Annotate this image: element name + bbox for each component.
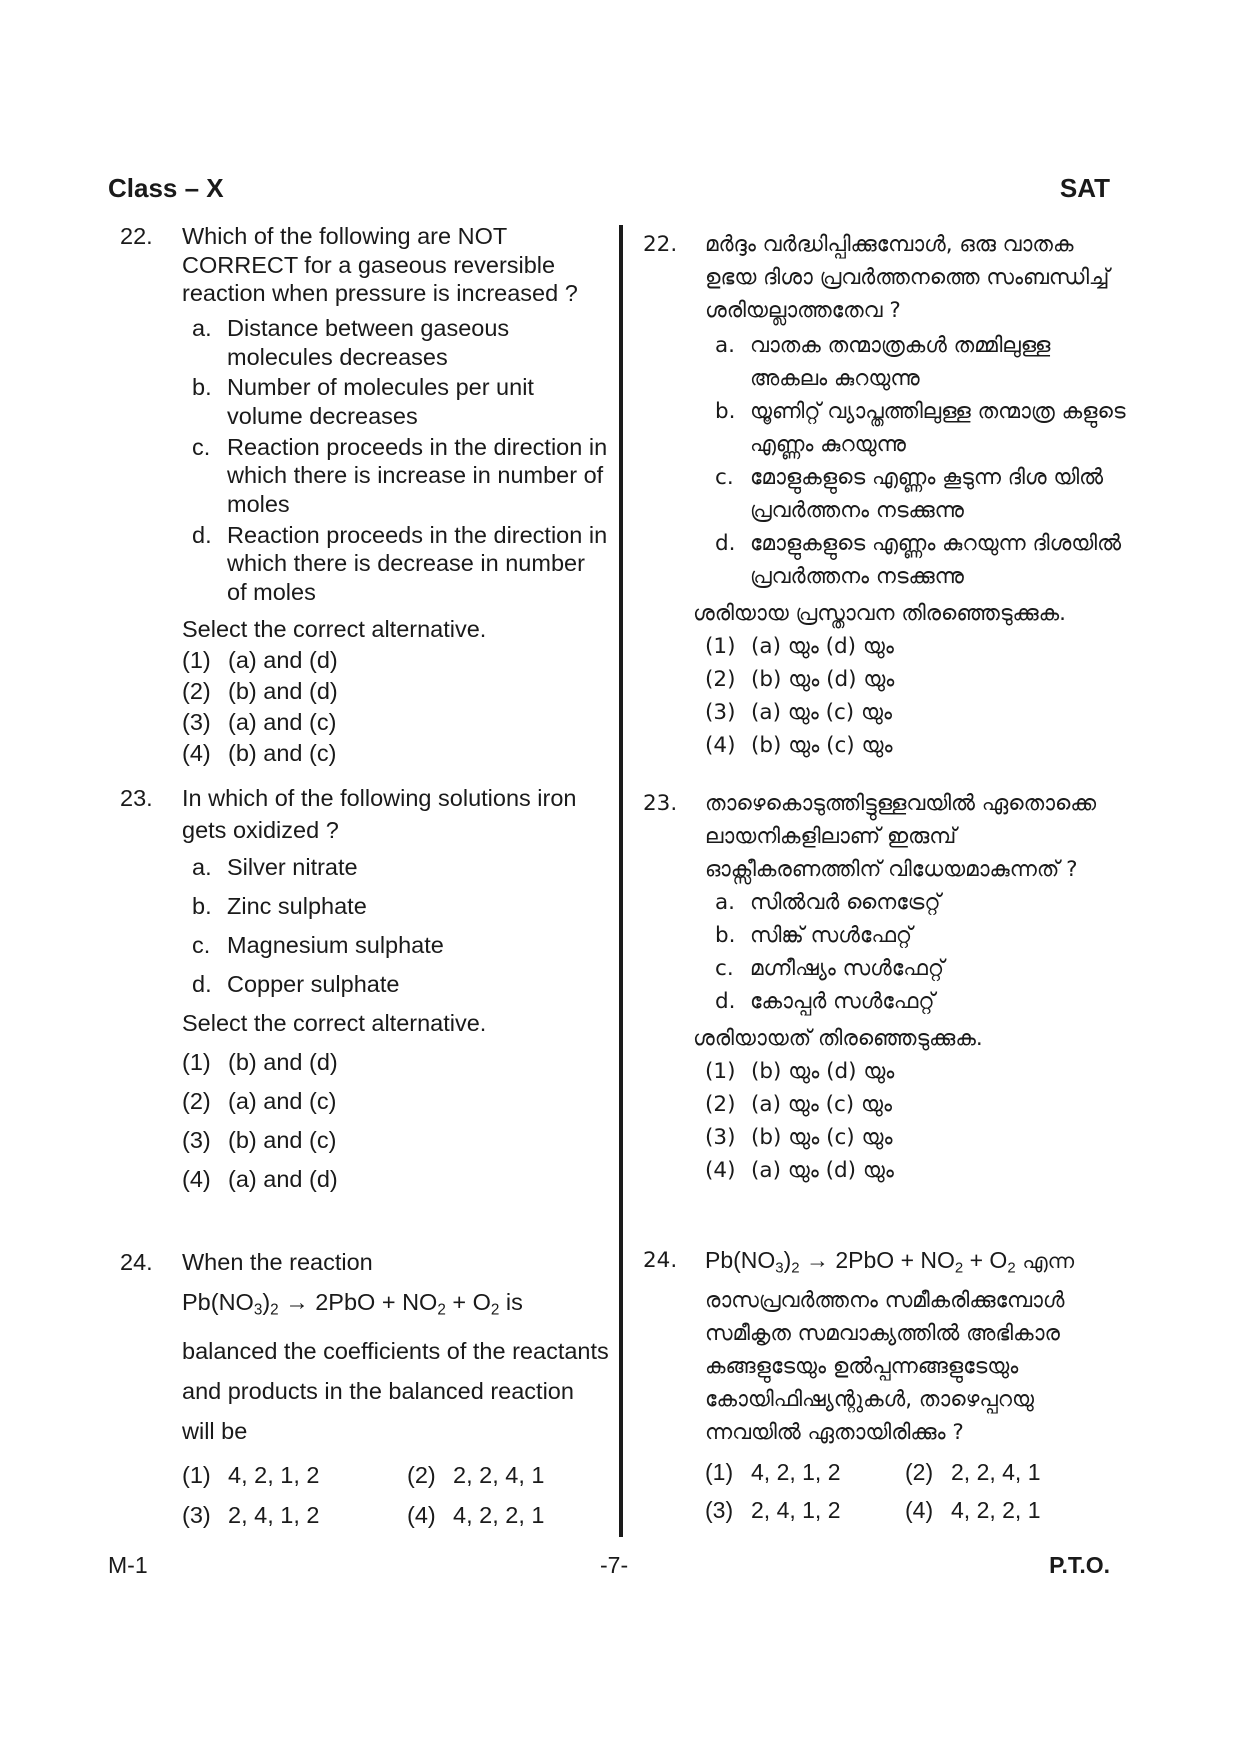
question-23-ml	[643, 787, 1130, 1187]
exam-label: SAT	[1059, 173, 1110, 203]
alternative-number: (1)	[182, 1461, 211, 1488]
alternatives	[705, 1055, 1130, 1187]
question-number: 22.	[120, 223, 153, 249]
question-24-ml	[643, 1244, 1130, 1529]
question-22-ml	[643, 228, 1130, 762]
select-instruction: Select the correct alternative.	[182, 1010, 487, 1036]
alternative	[182, 676, 610, 707]
option	[715, 886, 1130, 919]
alternatives	[705, 1453, 1130, 1529]
paper-code: M-1	[108, 1552, 148, 1578]
alternative-number: (1)	[705, 1059, 736, 1084]
alternative-text: (b) യും (d) യും	[751, 667, 895, 692]
alternative	[905, 1453, 1105, 1491]
alternative-text: (a) യും (c) യും	[751, 700, 893, 725]
alternative	[905, 1491, 1105, 1529]
option-text: സിങ്ക് സൾഫേറ്റ്	[750, 923, 913, 948]
alternative-number: (3)	[182, 1501, 211, 1528]
alternative-text: 4, 2, 1, 2	[228, 1461, 320, 1488]
alternative-text: (b) and (c)	[228, 1127, 337, 1153]
alternative-text: (b) and (c)	[228, 740, 337, 767]
option-text: കോപ്പർ സൾഫേറ്റ്	[750, 989, 935, 1014]
option	[715, 461, 1130, 527]
select-instruction: Select the correct alternative.	[182, 615, 487, 642]
alternative-number: (4)	[182, 740, 211, 767]
option	[715, 952, 1130, 985]
option	[715, 985, 1130, 1018]
question-23-en	[120, 782, 610, 1199]
alternative	[182, 1160, 610, 1199]
alternative	[705, 630, 1130, 663]
column-divider	[619, 225, 623, 1537]
alternative-number: (1)	[182, 647, 211, 674]
alternative-text: (a) and (c)	[228, 1088, 337, 1114]
alternative-number: (2)	[705, 1092, 736, 1117]
option-text: Reaction proceeds in the direction in which there is decrease in number of moles	[227, 521, 608, 605]
option	[192, 314, 610, 371]
option	[192, 887, 610, 926]
option-letter: c.	[715, 956, 734, 981]
options	[192, 848, 610, 1004]
alternative	[407, 1495, 607, 1535]
option-letter: d.	[192, 971, 212, 997]
question-24-en	[120, 1242, 610, 1535]
alternative-number: (2)	[182, 1088, 211, 1114]
option-letter: a.	[192, 314, 212, 341]
alternative-text: (a) യും (c) യും	[751, 1092, 893, 1117]
alternative-number: (4)	[705, 1158, 736, 1183]
option-letter: b.	[192, 374, 212, 401]
option	[715, 527, 1130, 593]
alternative-text: 2, 4, 1, 2	[228, 1501, 320, 1528]
alternative-text: 4, 2, 1, 2	[751, 1459, 841, 1486]
alternative	[182, 1455, 407, 1495]
alternative-number: (3)	[705, 1125, 736, 1150]
alternative-number: (3)	[182, 1127, 211, 1153]
option-text: മഗ്നീഷ്യം സൾഫേറ്റ്	[750, 956, 945, 981]
option	[715, 329, 1130, 395]
alternative	[705, 663, 1130, 696]
alternative	[705, 1121, 1130, 1154]
question-intro: When the reaction	[182, 1249, 373, 1275]
alternative-text: (b) യും (d) യും	[751, 1059, 895, 1084]
options	[715, 329, 1130, 593]
alternative	[705, 729, 1130, 762]
page-number: -7-	[600, 1552, 629, 1578]
question-text: താഴെകൊടുത്തിട്ടുള്ളവയിൽ ഏതൊക്കെ ലായനികളിലാണ് ഇരുമ്പ് ഓക്സീകരണത്തിന് വിധേയമാകുന്നത് ?	[705, 791, 1097, 882]
alternative	[182, 1121, 610, 1160]
option-text: Zinc sulphate	[227, 893, 367, 919]
option-letter: c.	[715, 465, 734, 490]
alternative	[705, 1154, 1130, 1187]
option-letter: b.	[715, 399, 736, 424]
alternative-number: (2)	[705, 667, 736, 692]
alternative-text: (b) യും (c) യും	[751, 1125, 893, 1150]
select-instruction: ശരിയായ പ്രസ്താവന തിരഞ്ഞെടുക്കുക.	[693, 601, 1067, 626]
option-letter: b.	[715, 923, 736, 948]
option	[192, 373, 610, 430]
alternative	[182, 1495, 407, 1535]
option-text: Magnesium sulphate	[227, 932, 444, 958]
alternative-number: (4)	[407, 1501, 436, 1528]
options	[192, 314, 610, 607]
alternative	[705, 1088, 1130, 1121]
option	[715, 395, 1130, 461]
question-text: Which of the following are NOT CORRECT for a gaseous reversible reaction when pressure is increased ?	[182, 223, 578, 307]
alternative-number: (1)	[182, 1049, 211, 1075]
question-text: മർദ്ദം വർദ്ധിപ്പിക്കുമ്പോൾ, ഒരു വാതക ഉഭയ ദിശാ പ്രവർത്തനത്തെ സംബന്ധിച്ച് ശരിയല്ലാത്തതേവ ?	[705, 232, 1110, 323]
alternative	[182, 1043, 610, 1082]
reaction-equation: $Pb(NO_3)_2 \to 2PbO + NO_2 + O_2$ is	[182, 1289, 523, 1319]
alternatives	[182, 1455, 610, 1535]
question-text: രാസപ്രവർത്തനം സമീകരിക്കുമ്പോൾ സമീകൃത സമവാക്യത്തിൽ അഭികാര കങ്ങളുടേയും ഉൽപ്പന്നങ്ങളുടേയും കോയിഫിഷ്യന്റുകൾ, താഴെപ്പറയു ന്നവയിൽ ഏതായിരിക്കും ?	[705, 1288, 1065, 1446]
alternative-text: 2, 2, 4, 1	[951, 1459, 1041, 1486]
alternative-text: 2, 4, 1, 2	[751, 1497, 841, 1524]
option-text: Reaction proceeds in the direction in which there is increase in number of moles	[227, 433, 608, 517]
alternative-number: (4)	[705, 733, 736, 758]
alternative-number: (4)	[905, 1497, 934, 1524]
options	[715, 886, 1130, 1018]
question-number: 22.	[643, 232, 678, 257]
alternative	[705, 1453, 905, 1491]
option-letter: d.	[715, 531, 736, 556]
option-letter: c.	[192, 433, 211, 460]
question-text: In which of the following solutions iron gets oxidized ?	[182, 785, 577, 843]
alternatives	[182, 645, 610, 769]
alternative	[182, 707, 610, 738]
alternatives	[705, 630, 1130, 762]
alternative-text: (a) യും (d) യും	[751, 1158, 894, 1183]
option-text: Silver nitrate	[227, 854, 358, 880]
alternative	[407, 1455, 607, 1495]
alternative-text: (a) യും (d) യും	[751, 634, 894, 659]
option-letter: a.	[715, 333, 736, 358]
alternative	[182, 738, 610, 769]
option-letter: a.	[715, 890, 736, 915]
option-text: Distance between gaseous molecules decreases	[227, 314, 510, 370]
pto-label: P.T.O.	[1049, 1552, 1110, 1578]
option-letter: a.	[192, 854, 212, 880]
option-text: മോളുകളുടെ എണ്ണം കൂടുന്ന ദിശ യിൽ പ്രവർത്തനം നടക്കുന്നു	[750, 465, 1104, 523]
alternative	[705, 1055, 1130, 1088]
alternative-number: (2)	[407, 1461, 436, 1488]
question-text: balanced the coefficients of the reactants and products in the balanced reaction will be	[182, 1337, 609, 1444]
option	[192, 926, 610, 965]
alternative-text: (a) and (d)	[228, 647, 338, 674]
alternative-number: (3)	[705, 1497, 734, 1524]
alternative-number: (3)	[705, 700, 736, 725]
option-letter: b.	[192, 893, 212, 919]
alternative	[182, 1082, 610, 1121]
question-number: 24.	[643, 1248, 678, 1273]
option-text: Copper sulphate	[227, 971, 400, 997]
alternative-text: 4, 2, 2, 1	[951, 1497, 1041, 1524]
option	[192, 433, 610, 519]
alternative	[182, 645, 610, 676]
question-number: 23.	[120, 785, 153, 811]
option-text: Number of molecules per unit volume decreases	[227, 374, 534, 429]
alternative	[705, 1491, 905, 1529]
question-number: 23.	[643, 791, 678, 816]
question-22-en	[120, 222, 610, 769]
alternative-text: 4, 2, 2, 1	[453, 1501, 545, 1528]
alternative-text: (b) യും (c) യും	[751, 733, 893, 758]
alternative-number: (2)	[905, 1459, 934, 1486]
alternative-number: (3)	[182, 709, 211, 736]
option-text: മോളുകളുടെ എണ്ണം കുറയുന്ന ദിശയിൽ പ്രവർത്തനം നടക്കുന്നു	[750, 531, 1122, 589]
select-instruction: ശരിയായത് തിരഞ്ഞെടുക്കുക.	[693, 1026, 983, 1051]
alternative-number: (1)	[705, 1459, 734, 1486]
alternative	[705, 696, 1130, 729]
alternative-text: (a) and (c)	[228, 709, 337, 736]
option	[192, 848, 610, 887]
alternative-number: (1)	[705, 634, 736, 659]
option-text: സിൽവർ നൈട്രേറ്റ്	[750, 890, 941, 915]
option-text: വാതക തന്മാത്രകൾ തമ്മിലുള്ള അകലം കുറയുന്നു	[750, 333, 1051, 391]
alternatives	[182, 1043, 610, 1199]
question-number: 24.	[120, 1249, 153, 1275]
option	[715, 919, 1130, 952]
alternative-text: 2, 2, 4, 1	[453, 1461, 545, 1488]
option-letter: c.	[192, 932, 211, 958]
class-label: Class – X	[108, 173, 224, 203]
alternative-text: (a) and (d)	[228, 1166, 338, 1192]
option-text: യൂണിറ്റ് വ്യാപ്തത്തിലുള്ള തന്മാത്ര കളുടെ എണ്ണം കുറയുന്നു	[750, 399, 1126, 457]
alternative-text: (b) and (d)	[228, 678, 338, 705]
alternative-number: (4)	[182, 1166, 211, 1192]
option-letter: d.	[192, 521, 212, 548]
option	[192, 521, 610, 607]
reaction-equation: $Pb(NO_3)_2 \to 2PbO + NO_2 + O_2$ എന്ന	[705, 1247, 1075, 1277]
alternative-text: (b) and (d)	[228, 1049, 338, 1075]
alternative-number: (2)	[182, 678, 211, 705]
option-letter: d.	[715, 989, 736, 1014]
option	[192, 965, 610, 1004]
